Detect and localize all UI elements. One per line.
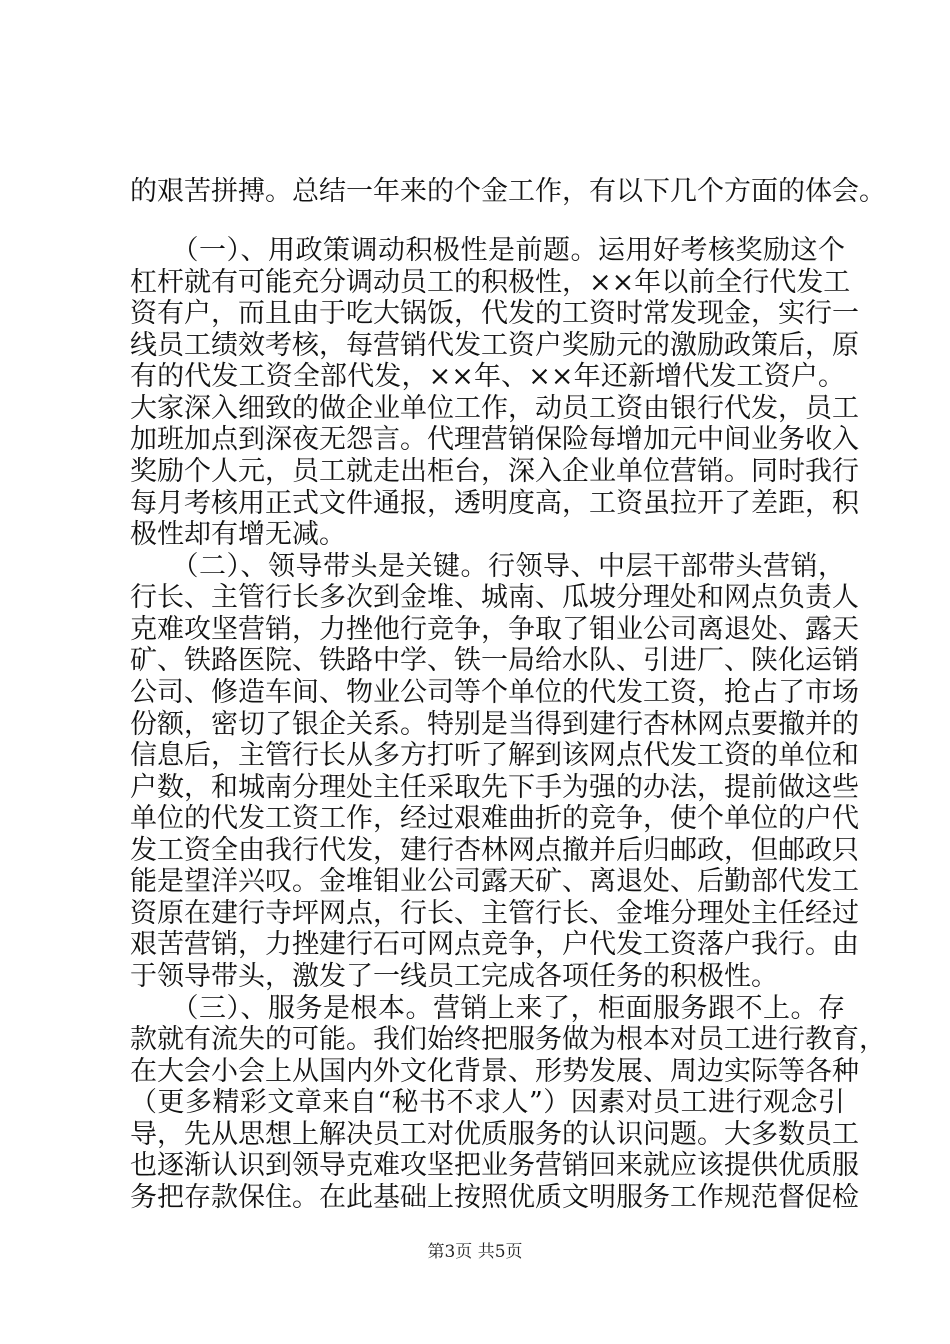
text-line: 也逐渐认识到领导克难攻坚把业务营销回来就应该提供优质服 (130, 1150, 859, 1181)
text-line: 信息后，主管行长从多方打听了解到该网点代发工资的单位和 (130, 740, 859, 771)
text-line: 在大会小会上从国内外文化背景、形势发展、周边实际等各种 (130, 1056, 859, 1087)
text-line: （二）、领导带头是关键。行领导、中层干部带头营销， (130, 551, 845, 582)
text-line: 艰苦营销，力挫建行石可网点竞争，户代发工资落户我行。由 (130, 929, 859, 960)
text-line: 克难攻坚营销，力挫他行竞争，争取了钼业公司离退处、露天 (130, 614, 859, 645)
text-line: （三）、服务是根本。营销上来了，柜面服务跟不上。存 (130, 993, 845, 1024)
text-line: 行长、主管行长多次到金堆、城南、瓜坡分理处和网点负责人 (130, 582, 859, 613)
text-line: 有的代发工资全部代发，××年、××年还新增代发工资户。 (130, 361, 845, 392)
text-line: 公司、修造车间、物业公司等个单位的代发工资，抢占了市场 (130, 677, 859, 708)
text-line: 奖励个人元，员工就走出柜台，深入企业单位营销。同时我行 (130, 456, 859, 487)
text-line: （更多精彩文章来自“秘书不求人”）因素对员工进行观念引 (130, 1087, 845, 1118)
text-line: 务把存款保住。在此基础上按照优质文明服务工作规范督促检 (130, 1182, 859, 1213)
text-line: 矿、铁路医院、铁路中学、铁一局给水队、引进厂、陕化运销 (130, 645, 859, 676)
text-line: 资有户，而且由于吃大锅饭，代发的工资时常发现金，实行一 (130, 298, 859, 329)
text-line: 于领导带头，激发了一线员工完成各项任务的积极性。 (130, 961, 778, 992)
text-line: 线员工绩效考核，每营销代发工资户奖励元的激励政策后，原 (130, 330, 859, 361)
text-line: 大家深入细致的做企业单位工作，动员工资由银行代发，员工 (130, 393, 859, 424)
text-line: 款就有流失的可能。我们始终把服务做为根本对员工进行教育， (130, 1024, 886, 1055)
text-line: 加班加点到深夜无怨言。代理营销保险每增加元中间业务收入 (130, 424, 859, 455)
text-line: 导，先从思想上解决员工对优质服务的认识问题。大多数员工 (130, 1119, 859, 1150)
text-line: 发工资全由我行代发，建行杏林网点撤并后归邮政，但邮政只 (130, 835, 859, 866)
text-line: 每月考核用正式文件通报，透明度高，工资虽拉开了差距，积 (130, 488, 859, 519)
text-line: 份额，密切了银企关系。特别是当得到建行杏林网点要撤并的 (130, 709, 859, 740)
text-line: 的艰苦拼搏。总结一年来的个金工作，有以下几个方面的体会。 (130, 176, 886, 207)
text-line: （一）、用政策调动积极性是前题。运用好考核奖励这个 (130, 235, 845, 266)
text-line: 杠杆就有可能充分调动员工的积极性，××年以前全行代发工 (130, 267, 851, 298)
text-line: 极性却有增无减。 (130, 519, 346, 550)
page-number: 第3页 共5页 (427, 1242, 523, 1262)
text-line: 能是望洋兴叹。金堆钼业公司露天矿、离退处、后勤部代发工 (130, 866, 859, 897)
text-line: 户数，和城南分理处主任采取先下手为强的办法，提前做这些 (130, 772, 859, 803)
text-line: 资原在建行寺坪网点，行长、主管行长、金堆分理处主任经过 (130, 898, 859, 929)
page-footer (0, 1241, 950, 1263)
text-line: 单位的代发工资工作，经过艰难曲折的竞争，使个单位的户代 (130, 803, 859, 834)
